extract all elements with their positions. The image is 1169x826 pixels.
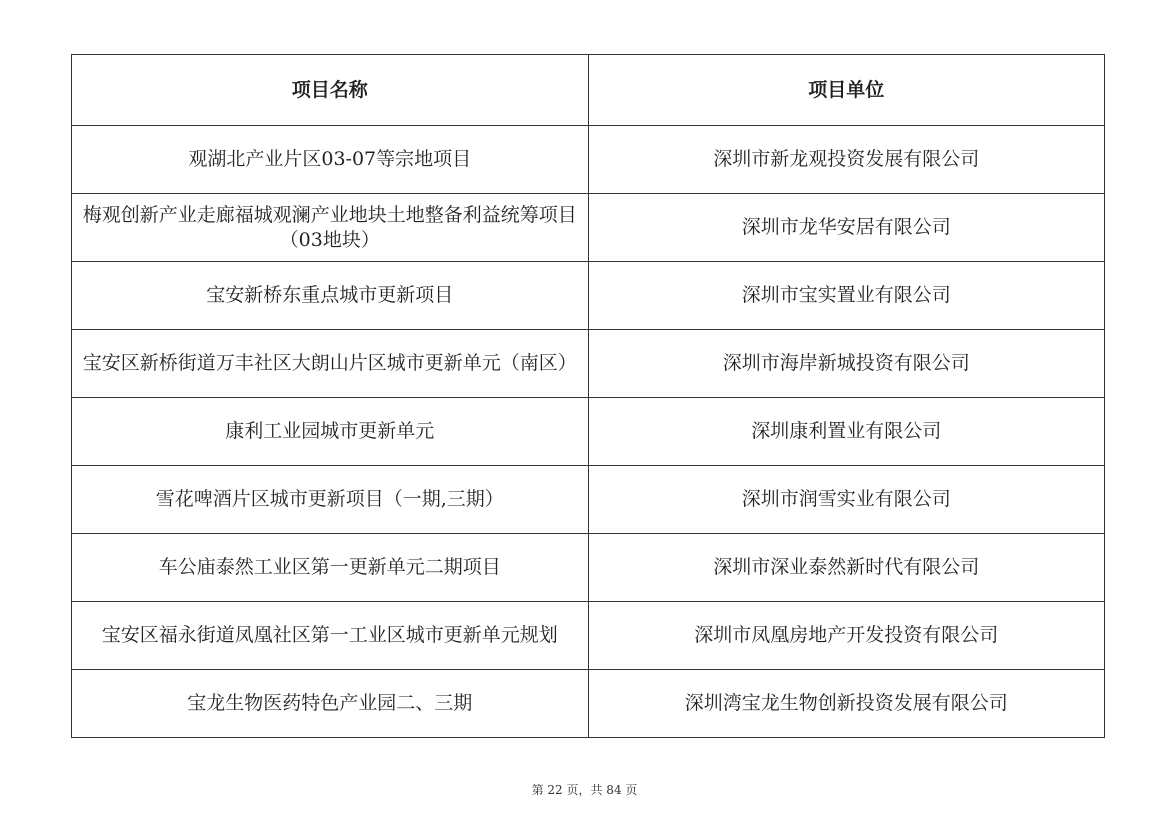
- project-unit-cell: 深圳市凤凰房地产开发投资有限公司: [588, 602, 1105, 670]
- table-row: [72, 670, 1105, 738]
- project-unit-cell: 深圳市宝实置业有限公司: [588, 262, 1105, 330]
- project-unit-cell: 深圳市龙华安居有限公司: [588, 194, 1105, 262]
- project-unit-cell: 深圳市润雪实业有限公司: [588, 466, 1105, 534]
- table-row: [72, 262, 1105, 330]
- project-name-cell: 观湖北产业片区03-07等宗地项目: [72, 126, 589, 194]
- page-number: 第 22 页，共 84 页: [531, 783, 638, 797]
- project-name-cell: 宝安区福永街道凤凰社区第一工业区城市更新单元规划: [72, 602, 589, 670]
- table-row: [72, 194, 1105, 262]
- table-row: [72, 398, 1105, 466]
- project-name-cell: 雪花啤酒片区城市更新项目（一期,三期）: [72, 466, 589, 534]
- project-unit-cell: 深圳市新龙观投资发展有限公司: [588, 126, 1105, 194]
- project-name-cell: 宝安区新桥街道万丰社区大朗山片区城市更新单元（南区）: [72, 330, 589, 398]
- project-name-cell: 宝龙生物医药特色产业园二、三期: [72, 670, 589, 738]
- project-name-cell: 宝安新桥东重点城市更新项目: [72, 262, 589, 330]
- table-header-row: [72, 55, 1105, 126]
- project-table: [71, 54, 1105, 738]
- project-name-cell: 梅观创新产业走廊福城观澜产业地块土地整备利益统筹项目（03地块）: [72, 194, 589, 262]
- project-unit-cell: 深圳市海岸新城投资有限公司: [588, 330, 1105, 398]
- table-row: [72, 602, 1105, 670]
- project-name-cell: 车公庙泰然工业区第一更新单元二期项目: [72, 534, 589, 602]
- header-project-name: 项目名称: [72, 55, 589, 126]
- table-row: [72, 534, 1105, 602]
- project-unit-cell: 深圳康利置业有限公司: [588, 398, 1105, 466]
- table-row: [72, 126, 1105, 194]
- header-project-unit: 项目单位: [588, 55, 1105, 126]
- table-row: [72, 330, 1105, 398]
- project-unit-cell: 深圳湾宝龙生物创新投资发展有限公司: [588, 670, 1105, 738]
- table-row: [72, 466, 1105, 534]
- project-name-cell: 康利工业园城市更新单元: [72, 398, 589, 466]
- project-unit-cell: 深圳市深业泰然新时代有限公司: [588, 534, 1105, 602]
